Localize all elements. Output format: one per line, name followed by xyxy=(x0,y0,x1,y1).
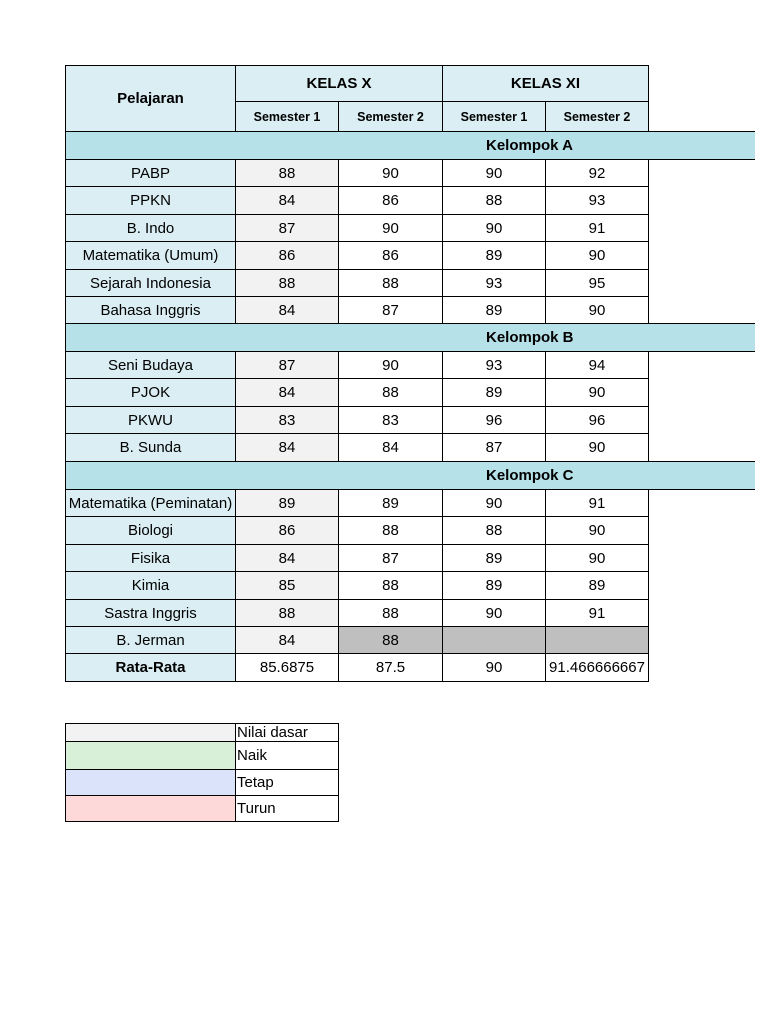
grade-cell: 90 xyxy=(545,433,649,462)
subject-cell: B. Jerman xyxy=(65,626,236,655)
grade-cell: 84 xyxy=(235,433,339,462)
grade-cell: 91 xyxy=(545,214,649,243)
grade-cell: 95 xyxy=(545,269,649,298)
grade-cell: 91 xyxy=(545,599,649,628)
subject-cell: Fisika xyxy=(65,544,236,573)
group-header xyxy=(65,131,755,160)
subject-cell: Seni Budaya xyxy=(65,351,236,380)
grade-cell: 84 xyxy=(338,433,443,462)
average-cell: 87.5 xyxy=(338,653,443,682)
subject-cell: B. Indo xyxy=(65,214,236,243)
grade-cell: 90 xyxy=(545,544,649,573)
grade-cell: 90 xyxy=(545,378,649,407)
grade-cell: 84 xyxy=(235,296,339,325)
legend-label: Tetap xyxy=(235,769,339,796)
grade-cell: 86 xyxy=(338,241,443,270)
average-cell: 91.466666667 xyxy=(545,653,649,682)
group-header xyxy=(65,323,755,352)
grade-cell: 85 xyxy=(235,571,339,600)
grade-cell: 93 xyxy=(545,186,649,215)
grade-cell: 87 xyxy=(235,214,339,243)
average-cell: 90 xyxy=(442,653,546,682)
grade-cell: 90 xyxy=(545,296,649,325)
grade-cell: 93 xyxy=(442,269,546,298)
grade-cell: 84 xyxy=(235,544,339,573)
grade-cell: 83 xyxy=(235,406,339,435)
group-label: Kelompok B xyxy=(486,329,574,346)
grade-cell: 86 xyxy=(235,516,339,545)
grade-cell: 90 xyxy=(442,159,546,188)
group-header xyxy=(65,461,755,490)
legend-swatch xyxy=(65,795,236,822)
grade-cell: 96 xyxy=(545,406,649,435)
legend-swatch xyxy=(65,723,236,742)
grade-cell: 89 xyxy=(545,571,649,600)
grade-cell: 90 xyxy=(442,489,546,518)
grade-cell: 89 xyxy=(442,296,546,325)
grade-cell: 89 xyxy=(442,241,546,270)
grade-cell: 90 xyxy=(338,351,443,380)
subject-cell: Sejarah Indonesia xyxy=(65,269,236,298)
grade-cell: 88 xyxy=(442,186,546,215)
subject-cell: Kimia xyxy=(65,571,236,600)
grade-cell: 94 xyxy=(545,351,649,380)
grade-cell: 87 xyxy=(442,433,546,462)
grade-cell: 90 xyxy=(545,516,649,545)
group-label: Kelompok C xyxy=(486,467,574,484)
grade-cell: 90 xyxy=(338,159,443,188)
subject-cell: Matematika (Umum) xyxy=(65,241,236,270)
grade-cell: 86 xyxy=(338,186,443,215)
grade-cell: 88 xyxy=(235,599,339,628)
grade-cell: 88 xyxy=(338,378,443,407)
subject-cell: PKWU xyxy=(65,406,236,435)
subject-cell: PABP xyxy=(65,159,236,188)
legend-label: Naik xyxy=(235,741,339,770)
grade-cell: 89 xyxy=(442,544,546,573)
grade-cell: 88 xyxy=(338,626,443,655)
grade-cell: 88 xyxy=(442,516,546,545)
grade-cell: 87 xyxy=(235,351,339,380)
grade-cell: 86 xyxy=(235,241,339,270)
grade-cell: 89 xyxy=(235,489,339,518)
grade-cell: 89 xyxy=(338,489,443,518)
legend-swatch xyxy=(65,769,236,796)
grade-cell: 93 xyxy=(442,351,546,380)
grade-cell: 91 xyxy=(545,489,649,518)
legend-label: Turun xyxy=(235,795,339,822)
subject-cell: Bahasa Inggris xyxy=(65,296,236,325)
subject-header: Pelajaran xyxy=(65,65,236,132)
subject-cell: PJOK xyxy=(65,378,236,407)
grade-cell: 89 xyxy=(442,378,546,407)
grade-cell: 88 xyxy=(338,599,443,628)
legend-swatch xyxy=(65,741,236,770)
group-label: Kelompok A xyxy=(486,137,573,154)
semester-header: Semester 1 xyxy=(235,101,339,132)
subject-cell: B. Sunda xyxy=(65,433,236,462)
grade-cell: 83 xyxy=(338,406,443,435)
grade-cell: 90 xyxy=(338,214,443,243)
grade-cell: 89 xyxy=(442,571,546,600)
grade-cell: 96 xyxy=(442,406,546,435)
grade-cell: 87 xyxy=(338,544,443,573)
grade-cell: 88 xyxy=(338,571,443,600)
legend-label: Nilai dasar xyxy=(235,723,339,742)
subject-cell: Matematika (Peminatan) xyxy=(65,489,236,518)
average-cell: 85.6875 xyxy=(235,653,339,682)
class-xi-header: KELAS XI xyxy=(442,65,649,102)
grade-cell xyxy=(442,626,546,655)
grade-cell xyxy=(545,626,649,655)
grade-cell: 88 xyxy=(235,269,339,298)
average-label: Rata-Rata xyxy=(65,653,236,682)
semester-header: Semester 2 xyxy=(545,101,649,132)
grade-cell: 88 xyxy=(235,159,339,188)
grade-cell: 84 xyxy=(235,378,339,407)
semester-header: Semester 2 xyxy=(338,101,443,132)
grade-cell: 90 xyxy=(442,599,546,628)
semester-header: Semester 1 xyxy=(442,101,546,132)
grade-cell: 84 xyxy=(235,626,339,655)
subject-cell: PPKN xyxy=(65,186,236,215)
grade-cell: 92 xyxy=(545,159,649,188)
grade-cell: 88 xyxy=(338,269,443,298)
subject-cell: Biologi xyxy=(65,516,236,545)
grade-cell: 84 xyxy=(235,186,339,215)
grade-cell: 87 xyxy=(338,296,443,325)
grade-cell: 90 xyxy=(442,214,546,243)
grade-cell: 90 xyxy=(545,241,649,270)
class-x-header: KELAS X xyxy=(235,65,443,102)
grade-cell: 88 xyxy=(338,516,443,545)
subject-cell: Sastra Inggris xyxy=(65,599,236,628)
